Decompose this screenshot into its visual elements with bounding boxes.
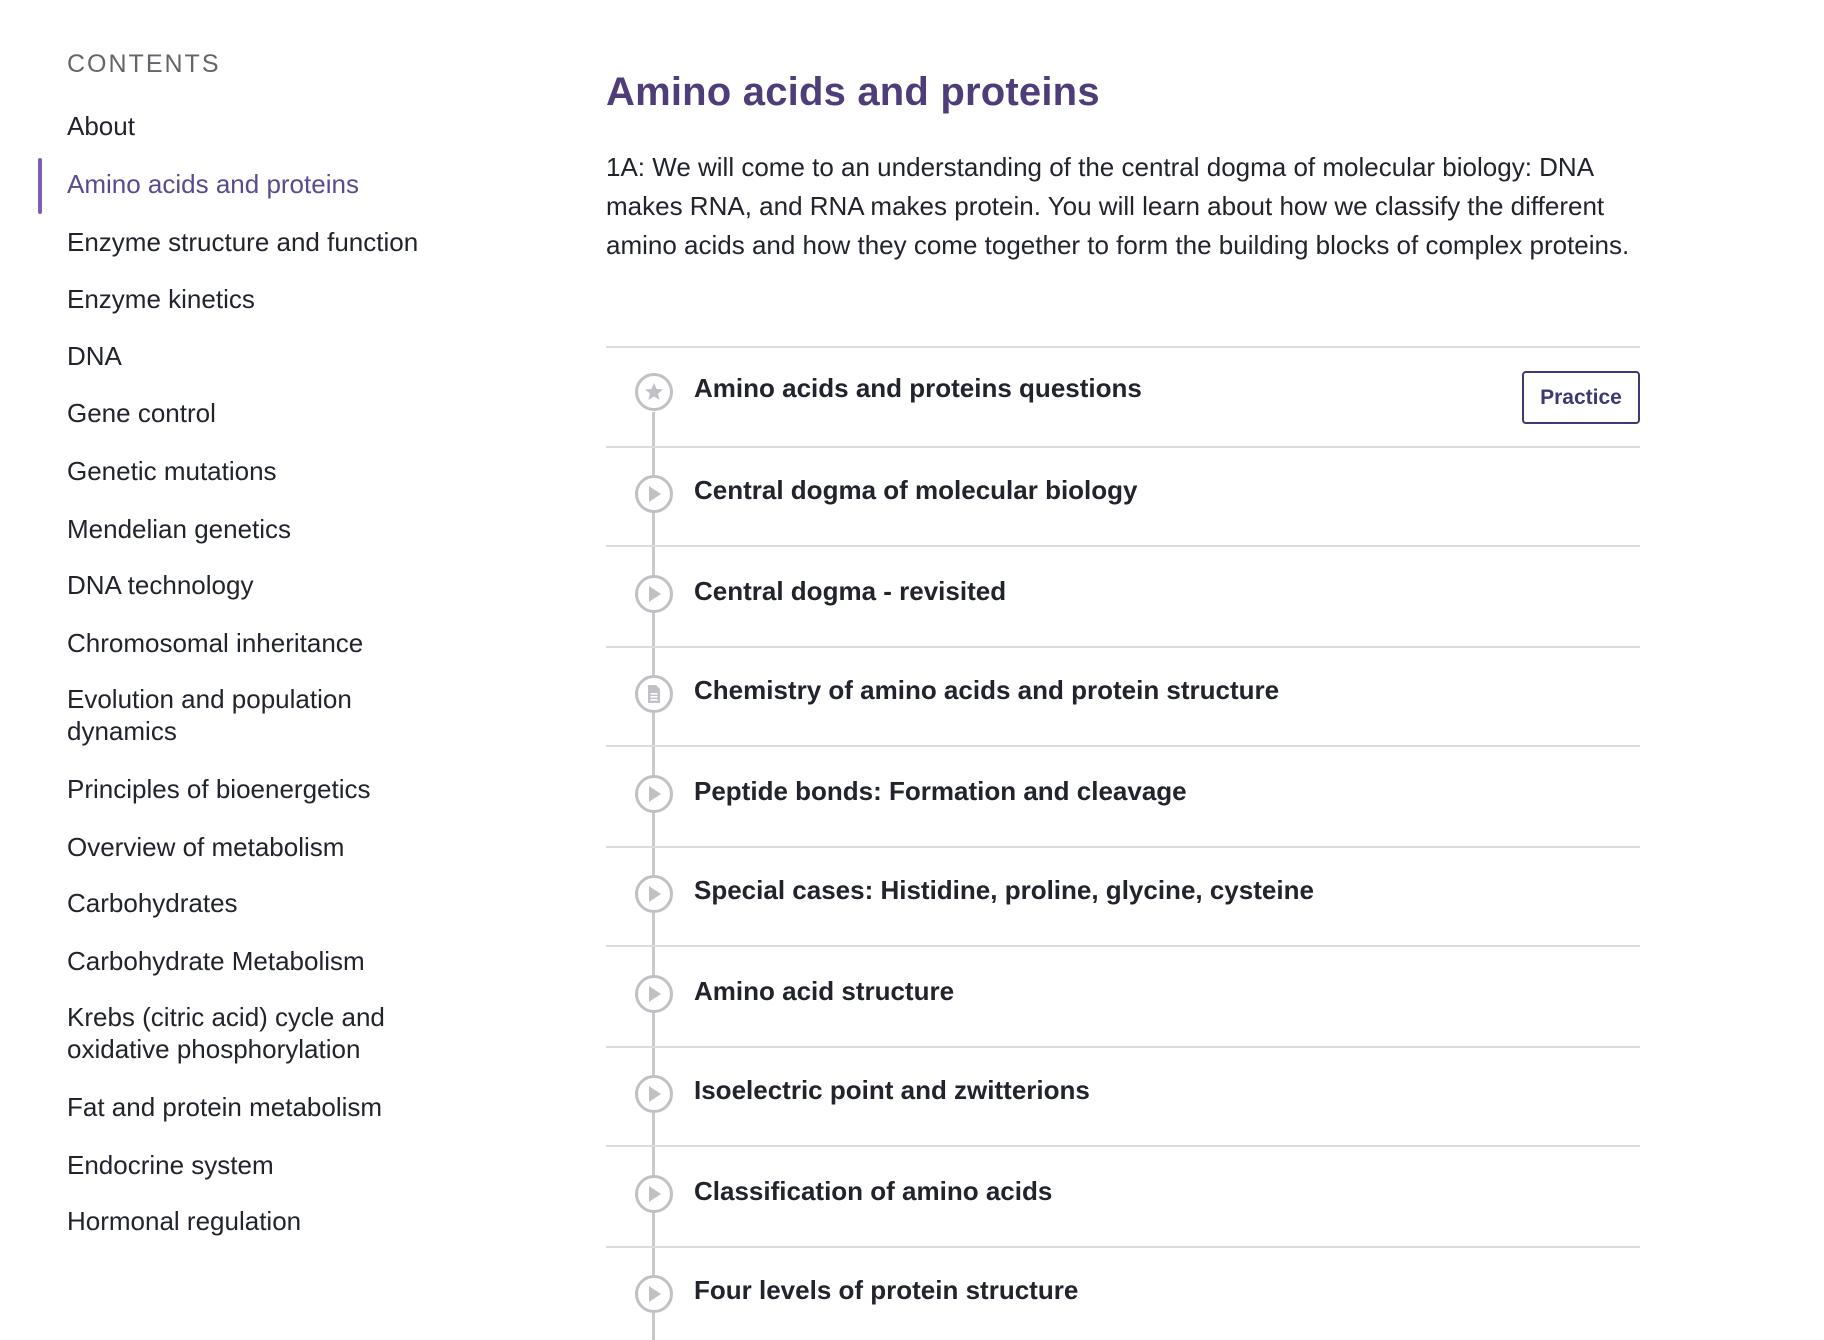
- play-icon: [635, 775, 673, 813]
- contents-heading: CONTENTS: [67, 50, 221, 78]
- sidebar-item-dna[interactable]: DNA: [67, 341, 122, 371]
- play-icon: [635, 475, 673, 513]
- content-item-four-levels-of-protein-structure[interactable]: [606, 1246, 1640, 1340]
- sidebar-item-enzyme-structure-and-function[interactable]: Enzyme structure and function: [67, 227, 419, 257]
- content-item-title: Peptide bonds: Formation and cleavage: [694, 776, 1187, 806]
- article-icon: [635, 675, 673, 713]
- sidebar-item-fat-and-protein-metabolism[interactable]: Fat and protein metabolism: [67, 1092, 383, 1122]
- practice-button[interactable]: Practice: [1522, 371, 1640, 424]
- sidebar-item-gene-control[interactable]: Gene control: [67, 398, 216, 428]
- sidebar-item-carbohydrates[interactable]: Carbohydrates: [67, 888, 238, 918]
- play-icon: [635, 875, 673, 913]
- sidebar-item-about[interactable]: About: [67, 111, 135, 141]
- content-item-title: Amino acids and proteins questions: [694, 373, 1142, 403]
- sidebar-item-amino-acids-and-proteins[interactable]: Amino acids and proteins: [67, 169, 359, 199]
- content-item-amino-acids-and-proteins-questions[interactable]: [606, 346, 1640, 446]
- play-icon: [635, 1275, 673, 1313]
- content-item-title: Classification of amino acids: [694, 1176, 1053, 1206]
- content-item-title: Isoelectric point and zwitterions: [694, 1075, 1090, 1105]
- sidebar-item-chromosomal-inheritance[interactable]: Chromosomal inheritance: [67, 628, 364, 658]
- play-icon: [635, 1175, 673, 1213]
- content-item-title: Chemistry of amino acids and protein structure: [694, 675, 1280, 705]
- sidebar-item-genetic-mutations[interactable]: Genetic mutations: [67, 456, 277, 486]
- sidebar-item-hormonal-regulation[interactable]: Hormonal regulation: [67, 1206, 302, 1236]
- sidebar-item-principles-of-bioenergetics[interactable]: Principles of bioenergetics: [67, 774, 371, 804]
- content-item-title: Amino acid structure: [694, 976, 955, 1006]
- sidebar-item-dna-technology[interactable]: DNA technology: [67, 570, 254, 600]
- content-item-amino-acid-structure[interactable]: [606, 945, 1640, 1045]
- sidebar-item-endocrine-system[interactable]: Endocrine system: [67, 1150, 274, 1180]
- content-item-peptide-bonds[interactable]: [606, 745, 1640, 845]
- content-item-title: Four levels of protein structure: [694, 1275, 1079, 1305]
- sidebar-item-krebs-cycle[interactable]: Krebs (citric acid) cycle and oxidative phosphorylation: [67, 1002, 385, 1064]
- content-item-classification-of-amino-acids[interactable]: [606, 1145, 1640, 1245]
- sidebar-item-evolution-and-population-dynamics[interactable]: Evolution and population dynamics: [67, 684, 352, 746]
- star-icon: [635, 373, 673, 411]
- sidebar-item-enzyme-kinetics[interactable]: Enzyme kinetics: [67, 284, 255, 314]
- content-item-central-dogma-revisited[interactable]: [606, 545, 1640, 645]
- content-item-special-cases[interactable]: [606, 846, 1640, 946]
- unit-description: 1A: We will come to an understanding of the central dogma of molecular biology: DNA makes RNA, and RNA makes protein. You will learn about how we classify the different amino acids and how they come together to form the building blocks of complex proteins.: [606, 152, 1630, 260]
- content-item-isoelectric-point[interactable]: [606, 1046, 1640, 1146]
- content-item-central-dogma-of-molecular-biology[interactable]: [606, 446, 1640, 546]
- sidebar-item-carbohydrate-metabolism[interactable]: Carbohydrate Metabolism: [67, 946, 365, 976]
- sidebar-item-mendelian-genetics[interactable]: Mendelian genetics: [67, 514, 292, 544]
- play-icon: [635, 975, 673, 1013]
- play-icon: [635, 575, 673, 613]
- content-item-chemistry-of-amino-acids[interactable]: [606, 646, 1640, 746]
- play-icon: [635, 1075, 673, 1113]
- unit-title: Amino acids and proteins: [606, 70, 1100, 114]
- content-item-title: Central dogma of molecular biology: [694, 475, 1138, 505]
- active-indicator: [38, 158, 42, 214]
- sidebar-item-overview-of-metabolism[interactable]: Overview of metabolism: [67, 832, 345, 862]
- content-item-title: Special cases: Histidine, proline, glycine, cysteine: [694, 875, 1314, 905]
- content-item-title: Central dogma - revisited: [694, 576, 1007, 606]
